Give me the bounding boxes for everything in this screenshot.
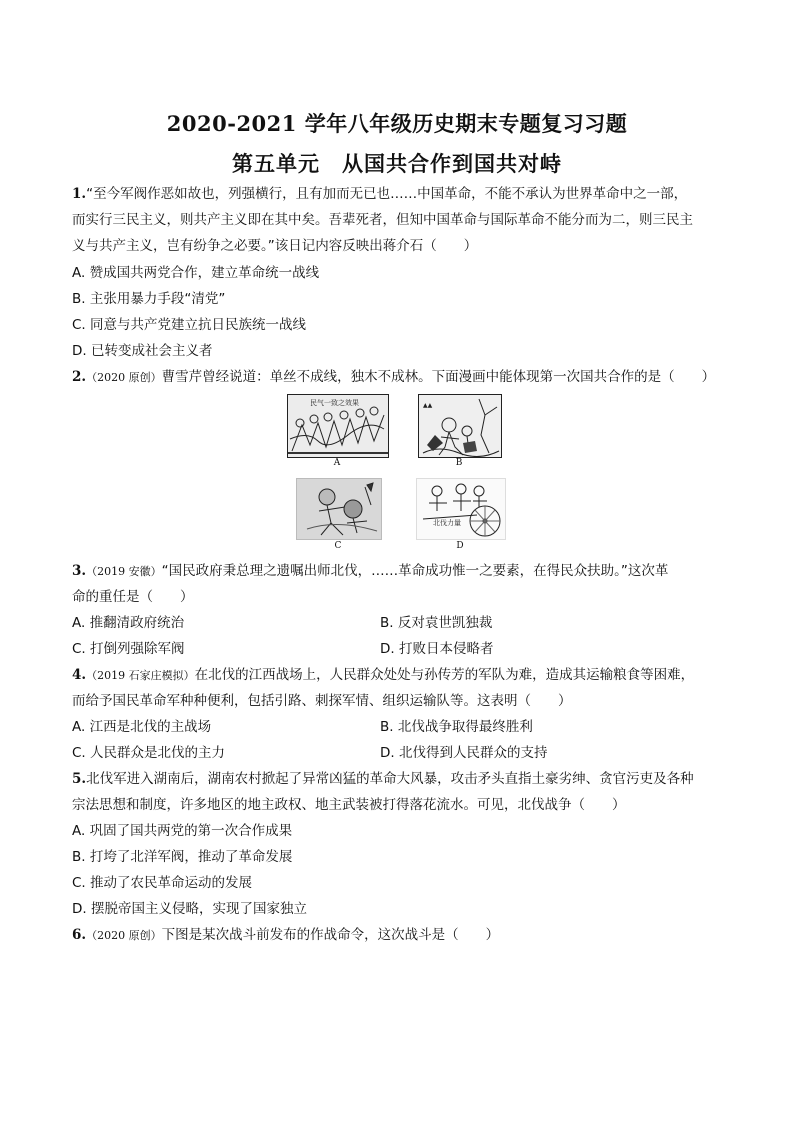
question-text: “至今军阀作恶如故也，列强横行，且有加而无已也……中国革命，不能不承认为世界革命中之一部， (86, 186, 688, 202)
question-number: 6. (72, 927, 87, 943)
question-number: 3. (72, 563, 87, 579)
question-source: （2020 原创） (86, 371, 162, 384)
question-4-option-d: D. 北伐得到人民群众的支持 (380, 745, 548, 761)
question-text: 在北伐的江西战场上，人民群众处处与孙传芳的军队为难，造成其运输粮食等困难， (194, 667, 695, 683)
question-5-line-1 (72, 769, 694, 789)
question-text: “国民政府秉总理之遗嘱出师北伐，……革命成功惟一之要素，在得民众扶助。”这次革 (161, 563, 669, 579)
question-6-line-1 (72, 925, 499, 946)
question-5-line-2: 宗法思想和制度，许多地区的地主政权、地主武装被打得落花流水。可见，北伐战争（ ） (72, 797, 626, 813)
cartoon-caption-a: A (333, 458, 341, 468)
question-4-option-a: A. 江西是北伐的主战场 (72, 719, 212, 735)
cartoon-caption-d: D (456, 541, 464, 551)
question-source: （2019 石家庄模拟） (86, 669, 195, 682)
question-number: 2. (72, 369, 87, 385)
question-text: 曹雪芹曾经说道：单丝不成线，独木不成林。下面漫画中能体现第一次国共合作的是（ ） (161, 369, 716, 385)
cartoon-caption-c: C (334, 541, 342, 551)
question-3-line-1 (72, 561, 668, 582)
document-title: 2020-2021 学年八年级历史期末专题复习习题 (166, 111, 628, 136)
question-1-option-b: B. 主张用暴力手段“清党” (72, 291, 226, 307)
question-5-option-b: B. 打垮了北洋军阀，推动了革命发展 (72, 849, 293, 865)
question-3-option-c: C. 打倒列强除军阀 (72, 641, 185, 657)
question-number: 5. (72, 771, 87, 787)
svg-text:▲▲: ▲▲ (423, 402, 433, 409)
question-2-line-1 (72, 367, 715, 388)
question-3-line-2: 命的重任是（ ） (72, 589, 194, 605)
question-1-line-3: 义与共产主义，岂有纷争之必要。”该日记内容反映出蒋介石（ ） (72, 238, 478, 254)
cartoon-image-b (418, 394, 502, 458)
question-source: （2019 安徽） (86, 565, 162, 578)
question-source: （2020 原创） (86, 929, 162, 942)
question-1-line-2: 而实行三民主义，则共产主义即在其中矣。吾辈死者，但知中国革命与国际革命不能分而为二，则三民主 (72, 212, 693, 228)
question-5-option-d: D. 摆脱帝国主义侵略，实现了国家独立 (72, 901, 307, 917)
cartoon-a-caption-text: 民气一致之效果 (310, 399, 359, 407)
question-4-option-b: B. 北伐战争取得最终胜利 (380, 719, 533, 735)
cartoon-caption-b: B (455, 458, 463, 468)
unit-title: 第五单元 从国共合作到国共对峙 (232, 152, 562, 176)
question-3-option-a: A. 推翻清政府统治 (72, 615, 185, 631)
question-1-option-d: D. 已转变成社会主义者 (72, 343, 213, 359)
question-1-option-c: C. 同意与共产党建立抗日民族统一战线 (72, 317, 307, 333)
question-5-option-a: A. 巩固了国共两党的第一次合作成果 (72, 823, 293, 839)
question-1-line-1 (72, 184, 687, 204)
question-text: 下图是某次战斗前发布的作战命令，这次战斗是（ ） (161, 927, 500, 943)
question-1-option-a: A. 赞成国共两党合作，建立革命统一战线 (72, 265, 320, 281)
question-4-option-c: C. 人民群众是北伐的主力 (72, 745, 226, 761)
question-number: 4. (72, 667, 87, 683)
question-5-option-c: C. 推动了农民革命运动的发展 (72, 875, 253, 891)
question-text: 北伐军进入湖南后，湖南农村掀起了异常凶猛的革命大风暴，攻击矛头直指土豪劣绅、贪官污吏及各种 (86, 771, 694, 787)
question-3-option-b: B. 反对袁世凯独裁 (380, 615, 493, 631)
cartoon-image-a (287, 394, 389, 458)
question-4-line-1 (72, 665, 694, 686)
question-3-option-d: D. 打败日本侵略者 (380, 641, 494, 657)
cartoon-image-d (416, 478, 506, 540)
cartoon-image-c (296, 478, 382, 540)
question-4-line-2: 而给予国民革命军种种便利，包括引路、刺探军情、组织运输队等。这表明（ ） (72, 693, 572, 709)
cartoon-d-caption-text: 北伐力量 (433, 519, 461, 527)
question-number: 1. (72, 186, 87, 202)
